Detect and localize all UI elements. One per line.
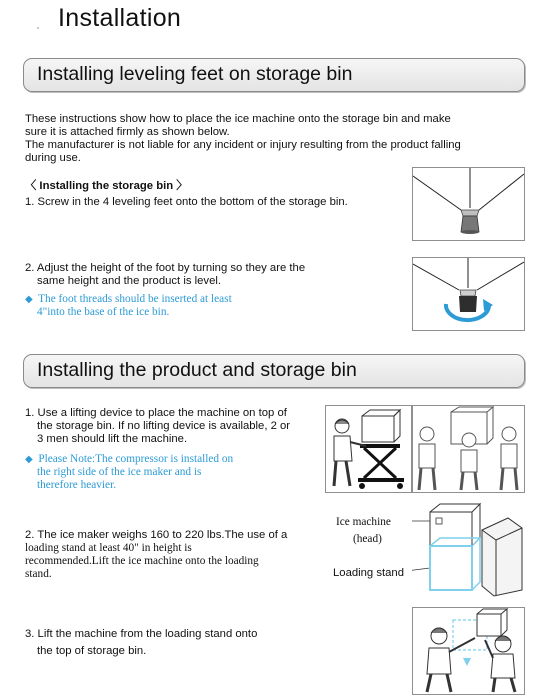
figure-three-men-lifting — [412, 405, 525, 493]
label-loading-stand: Loading stand — [333, 567, 404, 579]
step-lifting-device — [25, 407, 290, 446]
section-header-product-storage — [23, 354, 525, 388]
figure-lift-onto-bin — [412, 607, 525, 695]
lifting-device-illustration — [326, 406, 411, 492]
note-line: therefore heavier. — [37, 479, 117, 491]
men-lifting-illustration — [413, 406, 524, 492]
step-line: 3. Lift the machine from the loading stand onto — [25, 628, 258, 640]
step-line: 2. Adjust the height of the foot by turning so they are the — [25, 262, 306, 274]
step-loading-stand — [25, 529, 287, 581]
note-line: Please Note:The compressor is installed on — [38, 453, 234, 465]
step-line: loading stand at least 40" in height is — [25, 542, 192, 554]
step-screw-feet: 1. Screw in the 4 leveling feet onto the bottom of the storage bin. — [25, 196, 348, 208]
intro-line: The manufacturer is not liable for any incident or injury resulting from the product falling — [25, 139, 461, 151]
diamond-bullet-icon: ◆ — [25, 454, 33, 465]
label-head: (head) — [353, 533, 382, 545]
step-line: stand. — [25, 568, 52, 580]
figure-loading-stand — [412, 500, 524, 598]
decorative-dot — [37, 27, 39, 29]
subheading-storage-bin: 〈 Installing the storage bin 〉 — [25, 180, 188, 192]
adjust-foot-illustration — [413, 258, 524, 330]
intro-line: sure it is attached firmly as shown below. — [25, 126, 230, 138]
section-heading: Installing leveling feet on storage bin — [37, 63, 353, 85]
note-line: The foot threads should be inserted at least — [38, 293, 232, 305]
step-line: the storage bin. If no lifting device is available, 2 or — [37, 420, 291, 432]
intro-paragraph — [25, 113, 535, 165]
step-line: 3 men should lift the machine. — [37, 433, 188, 445]
figure-leveling-foot — [412, 167, 525, 241]
note-compressor — [25, 453, 233, 492]
page-title: Installation — [58, 4, 182, 32]
section-heading: Installing the product and storage bin — [37, 359, 357, 381]
step-line: 2. The ice maker weighs 160 to 220 lbs.The use of a — [25, 529, 288, 541]
note-line: 4"into the base of the ice bin. — [37, 306, 170, 318]
step-adjust-height — [25, 262, 305, 288]
figure-adjust-foot — [412, 257, 525, 331]
intro-line: These instructions show how to place the ice machine onto the storage bin and make — [25, 113, 451, 125]
loading-stand-illustration — [412, 500, 524, 598]
leveling-foot-illustration — [413, 168, 524, 240]
note-line: the right side of the ice maker and is — [37, 466, 202, 478]
figure-lifting-device — [325, 405, 412, 493]
diamond-bullet-icon: ◆ — [25, 294, 33, 305]
lift-onto-bin-illustration — [413, 608, 524, 694]
step-line: same height and the product is level. — [37, 275, 221, 287]
note-foot-threads — [25, 293, 232, 319]
step-lift-onto-bin — [25, 628, 257, 658]
intro-line: during use. — [25, 152, 81, 164]
step-line: recommended.Lift the ice machine onto the loading — [25, 555, 259, 567]
step-line: the top of storage bin. — [37, 645, 147, 657]
step-line: 1. Use a lifting device to place the machine on top of — [25, 407, 287, 419]
section-header-leveling-feet — [23, 58, 525, 92]
label-ice-machine: Ice machine — [336, 516, 391, 528]
